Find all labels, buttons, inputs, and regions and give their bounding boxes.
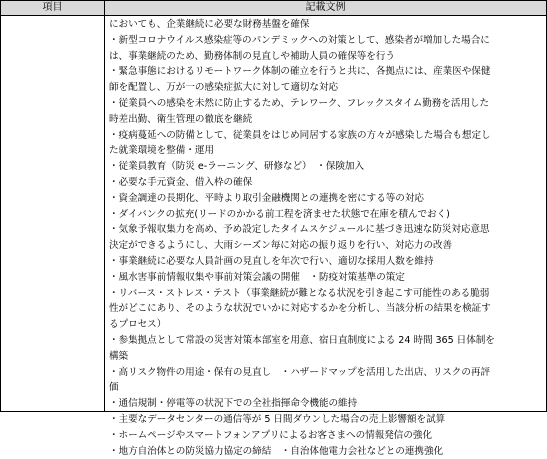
- text-line: ・必要な手元資金、借入枠の確保: [109, 176, 253, 188]
- text-line: た就業環境を整備・運用: [109, 145, 214, 157]
- text-line: 価: [109, 382, 119, 394]
- text-line: ・参集拠点として常設の災害対策本部室を用意、宿日直制度による 24 時間 365 日体制を: [109, 334, 495, 346]
- text-line: ・ホームページやスマートフォンアプリによるお客さまへの情報発信の強化: [109, 429, 432, 441]
- text-line: ・従業員教育（防災 e-ラーニング、研修など） ・保険加入: [109, 161, 365, 173]
- example-text-cell: [109, 17, 545, 459]
- text-line: は、事業継続のため、勤務体制の見直しや補助人員の確保等を行う: [109, 50, 395, 62]
- text-line: ・風水害事前情報収集や事前対策会議の開催 ・防疫対策基準の策定: [109, 271, 405, 283]
- text-line: ・地方自治体との防災協力協定の締結 ・自治体他電力会社などとの連携強化: [109, 445, 444, 457]
- text-line: ・気象予報収集力を高め、予め設定したタイムスケジュールに基づき迅速な防災対応意思: [109, 224, 490, 236]
- text-line: ・緊急事態におけるリモートワーク体制の確立を行うと共に、各拠点には、産業医や保健: [109, 66, 491, 78]
- text-line: ・新型コロナウイルス感染症等のパンデミックへの対策として、感染者が増加した場合に: [109, 34, 490, 46]
- header-item: 項目: [42, 2, 63, 13]
- column-divider: [104, 1, 105, 411]
- text-line: るプロセス）: [109, 319, 167, 331]
- text-line: ・従業員への感染を未然に防止するため、テレワーク、フレックスタイム勤務を活用した: [109, 97, 490, 109]
- text-line: ・資金調達の長期化、平時より取引金融機関との連携を密にする等の対応: [109, 192, 424, 204]
- text-line: ・主要なデータセンターの通信等が 5 日間ダウンした場合の売上影響額を試算: [109, 413, 446, 425]
- text-line: ・ダイバンクの拡充(リードのかかる前工程を済ませた状態で在庫を積んでおく): [109, 208, 450, 220]
- text-line: においても、企業継続に必要な財務基盤を確保: [109, 19, 310, 30]
- text-line: ・通信規制・停電等の状況下での全社指揮命令機能の維持: [109, 398, 358, 410]
- text-line: 決定ができるようにし、大雨シーズン毎に対応の振り返りを行い、対応力の改善: [109, 240, 453, 252]
- header-example-text: 記載文例: [305, 2, 346, 13]
- text-line: 性がどこにあり、そのような状況でいかに対応するかを分析し、当該分析の結果を検証す: [109, 303, 491, 315]
- text-line: 構築: [109, 350, 129, 362]
- text-line: ・疫病蔓延への防備として、従業員をはじめ同居する家族の方々が感染した場合も想定し: [109, 129, 491, 141]
- text-line: ・事業継続に必要な人員計画の見直しを年次で行い、適切な採用人数を維持: [109, 255, 434, 267]
- table-header-row: [1, 1, 546, 16]
- text-line: ・高リスク物件の用途・保有の見直し ・ハザードマップを活用した出店、リスクの再評: [109, 366, 490, 378]
- text-line: 師を配置し、万が一の感染症拡大に対して適切な対応: [109, 82, 339, 94]
- text-line: ・リバース・ストレス・テスト（事業継続が難となる状況を引き起こす可能性のある脆弱: [109, 287, 490, 299]
- text-line: 時差出勤、衛生管理の徹底を継続: [109, 113, 253, 125]
